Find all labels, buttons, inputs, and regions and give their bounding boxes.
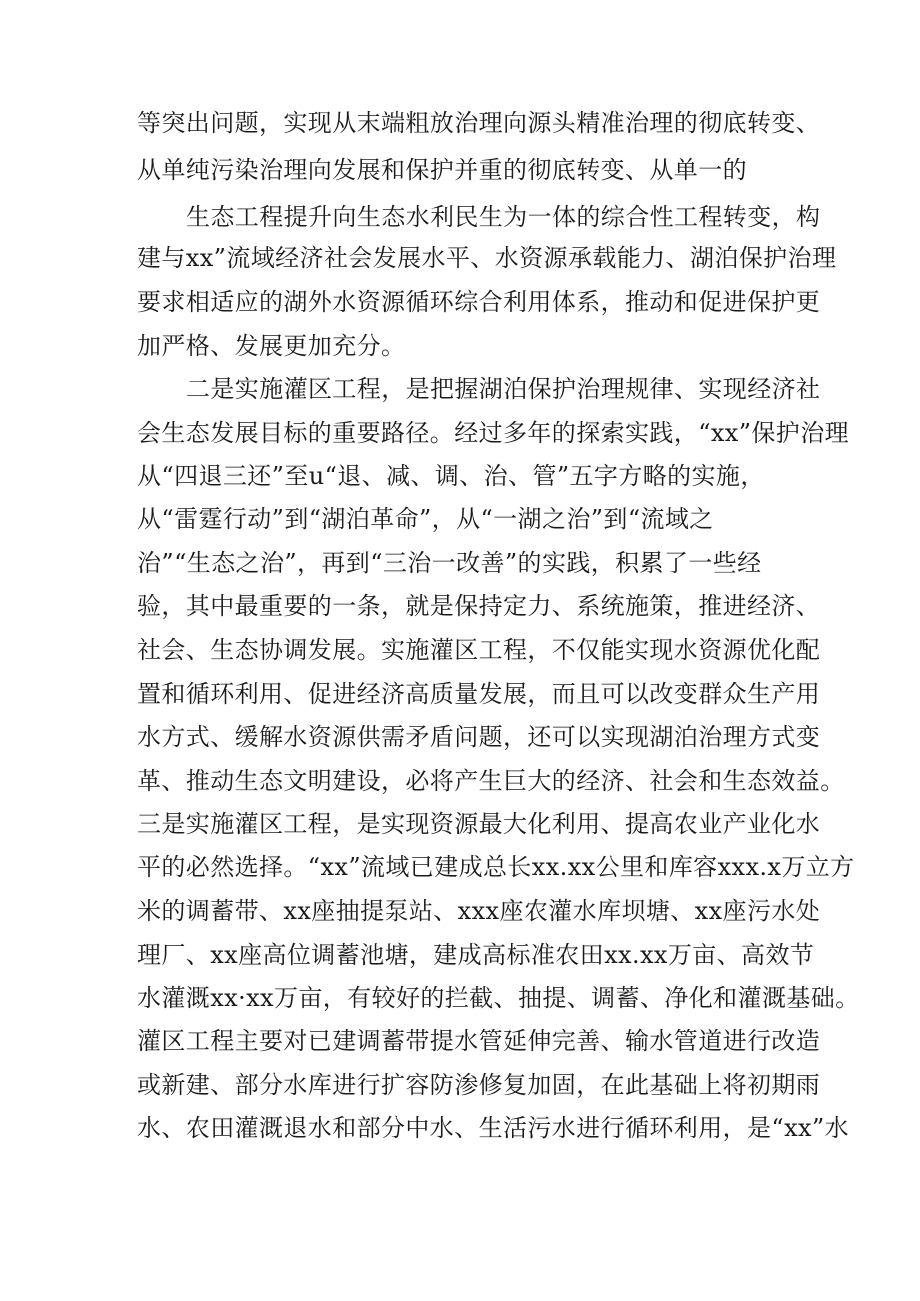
text-line: 等突出问题，实现从末端粗放治理向源头精准治理的彻底转变、 — [137, 109, 821, 137]
text-line: 置和循环利用、促进经济高质量发展，而且可以改变群众生产用 — [137, 680, 821, 708]
text-line: 米的调蓄带、xx座抽提泵站、xxx座农灌水库坝塘、xx座污水处 — [137, 897, 821, 925]
text-line: 从“四退三还”至u“退、减、调、治、管”五字方略的实施， — [137, 462, 765, 490]
text-line: 革、推动生态文明建设，必将产生巨大的经济、社会和生态效益。 — [137, 767, 845, 795]
text-line: 水、农田灌溉退水和部分中水、生活污水进行循环利用，是“xx”水 — [137, 1114, 850, 1142]
text-line: 三是实施灌区工程，是实现资源最大化利用、提高农业产业化水 — [137, 810, 821, 838]
text-line: 治”“生态之治”，再到“三治一改善”的实践，积累了一些经 — [137, 549, 762, 577]
paragraph-first-line: 二是实施灌区工程，是把握湖泊保护治理规律、实现经济社 — [186, 375, 821, 403]
text-line: 验，其中最重要的一条，就是保持定力、系统施策，推进经济、 — [137, 592, 821, 620]
text-line: 水灌溉xx·xx万亩，有较好的拦截、抽提、调蓄、净化和灌溉基础。 — [137, 984, 860, 1012]
text-line: 平的必然选择。“xx”流域已建成总长xx.xx公里和库容xxx.x万立方 — [137, 853, 855, 881]
text-line: 或新建、部分水库进行扩容防渗修复加固，在此基础上将初期雨 — [137, 1071, 821, 1099]
text-line: 要求相适应的湖外水资源循环综合利用体系，推动和促进保护更 — [137, 288, 821, 316]
text-line: 加严格、发展更加充分。 — [137, 332, 406, 360]
text-line: 灌区工程主要对已建调蓄带提水管延伸完善、输水管道进行改造 — [137, 1027, 821, 1055]
text-line: 社会、生态协调发展。实施灌区工程，不仅能实现水资源优化配 — [137, 636, 821, 664]
text-line: 从单纯污染治理向发展和保护并重的彻底转变、从单一的 — [137, 156, 747, 184]
text-line: 会生态发展目标的重要路径。经过多年的探索实践，“xx”保护治理 — [137, 419, 850, 447]
text-line: 建与xx”流域经济社会发展水平、水资源承载能力、湖泊保护治理 — [137, 244, 837, 272]
text-line: 理厂、xx座高位调蓄池塘，建成高标准农田xx.xx万亩、高效节 — [137, 941, 815, 969]
paragraph-first-line: 生态工程提升向生态水利民生为一体的综合性工程转变，构 — [186, 203, 821, 231]
text-line: 从“雷霆行动”到“湖泊革命”，从“一湖之治”到“流域之 — [137, 505, 714, 533]
text-line: 水方式、缓解水资源供需矛盾问题，还可以实现湖泊治理方式变 — [137, 723, 821, 751]
